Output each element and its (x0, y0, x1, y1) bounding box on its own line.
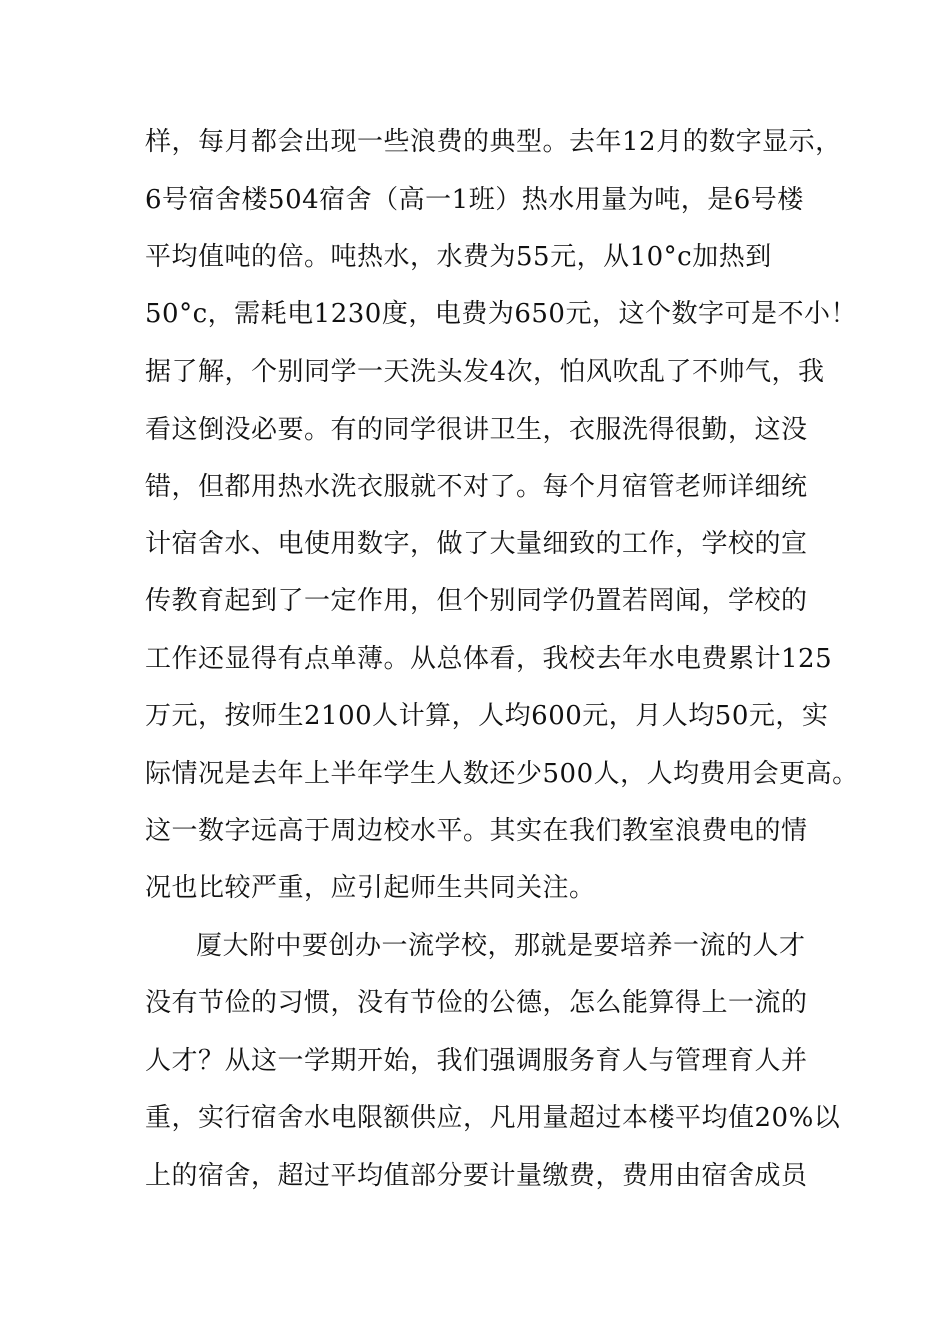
text-line: 50°c，需耗电1230度，电费为650元，这个数字可是不小！ (145, 299, 857, 329)
text-line: 平均值吨的倍。吨热水，水费为55元，从10°c加热到 (145, 242, 772, 272)
text-line: 这一数字远高于周边校水平。其实在我们教室浪费电的情 (145, 816, 808, 846)
text-line: 错，但都用热水洗衣服就不对了。每个月宿管老师详细统 (145, 472, 808, 502)
text-line: 看这倒没必要。有的同学很讲卫生，衣服洗得很勤，这没 (145, 415, 808, 445)
text-line: 6号宿舍楼504宿舍（高一1班）热水用量为吨，是6号楼 (145, 185, 804, 215)
text-line: 计宿舍水、电使用数字，做了大量细致的工作，学校的宣 (145, 529, 808, 559)
text-line: 上的宿舍，超过平均值部分要计量缴费，费用由宿舍成员 (145, 1161, 808, 1191)
text-line: 人才？从这一学期开始，我们强调服务育人与管理育人并 (145, 1046, 808, 1076)
text-line: 传教育起到了一定作用，但个别同学仍置若罔闻，学校的 (145, 586, 808, 616)
text-line: 没有节俭的习惯，没有节俭的公德，怎么能算得上一流的 (145, 988, 808, 1018)
text-line: 工作还显得有点单薄。从总体看，我校去年水电费累计125 (145, 644, 833, 674)
text-line: 况也比较严重，应引起师生共同关注。 (145, 873, 596, 903)
text-line: 际情况是去年上半年学生人数还少500人，人均费用会更高。 (145, 759, 859, 789)
text-line: 样，每月都会出现一些浪费的典型。去年12月的数字显示， (145, 127, 842, 157)
text-line: 据了解，个别同学一天洗头发4次，怕风吹乱了不帅气，我 (145, 357, 825, 387)
paragraph-first-line: 厦大附中要创办一流学校，那就是要培养一流的人才 (196, 931, 806, 961)
text-line: 万元，按师生2100人计算，人均600元，月人均50元，实 (145, 701, 829, 731)
text-line: 重，实行宿舍水电限额供应，凡用量超过本楼平均值20%以 (145, 1103, 841, 1133)
